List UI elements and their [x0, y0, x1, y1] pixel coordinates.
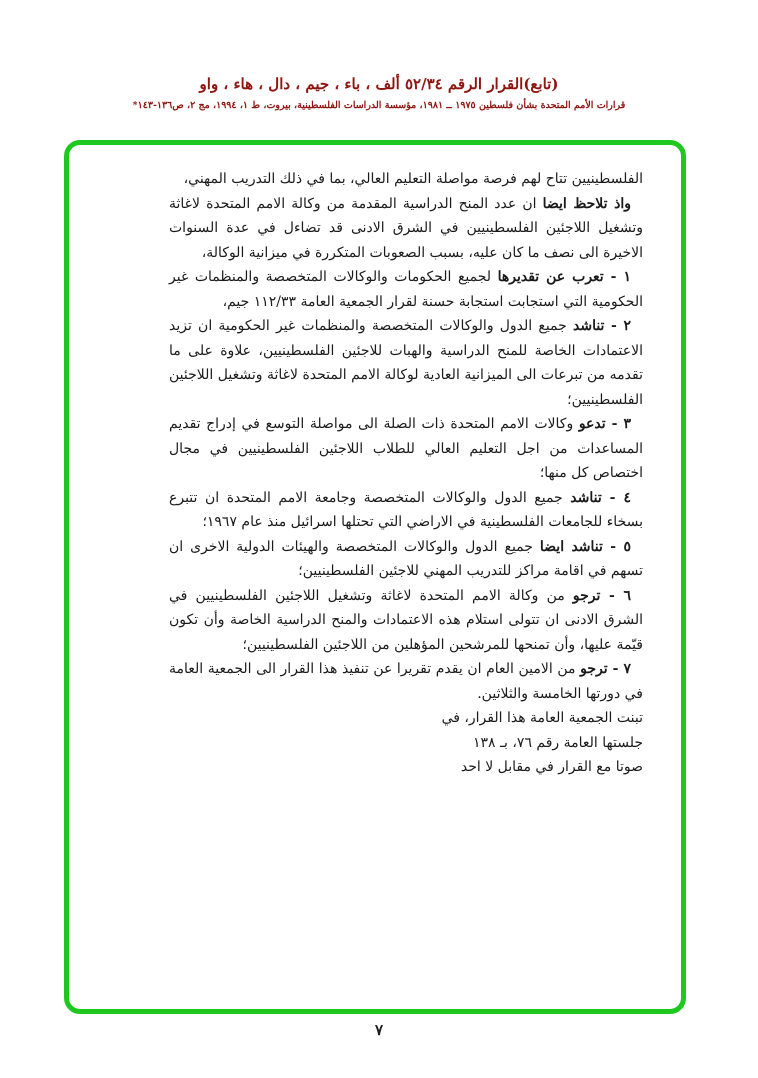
page-footer [0, 1020, 758, 1039]
paragraph-item-3 [169, 412, 643, 486]
adoption-note [169, 706, 643, 780]
paragraph-text: جميع الدول والوكالات المتخصصة والمنظمات غير الحكومية ان تزيد الاعتمادات الخاصة للمنح الدراسية والهبات للاجئين الفلسطينيين، علاوة على ما تقدمه من تبرعات الى الميزانية العادية لوكالة الامم المتحدة لاغاثة وتشغيل اللاجئين الفلسطينيين؛ [169, 318, 643, 408]
paragraph-item-5 [169, 535, 643, 584]
paragraph-lead: ٥ - تناشد ايضا [539, 538, 631, 555]
paragraph-text: من وكالة الامم المتحدة لاغاثة وتشغيل اللاجئين الفلسطينيين في الشرق الادنى ان تتولى استلام هذه الاعتمادات والمنح الدراسية الخاصة وأن تكون قيّمة عليها، وأن تمنحها للمرشحين المؤهلين من اللاجئين الفلسطينيين؛ [169, 587, 643, 653]
paragraph-lead: ٢ - تناشد [572, 318, 632, 334]
paragraph-item-1 [169, 265, 643, 314]
paragraph-lead: ٣ - تدعو [578, 416, 632, 432]
paragraph-text: وكالات الامم المتحدة ذات الصلة الى مواصلة التوسع في إدراج تقديم المساعدات من اجل التعليم العالي للطلاب اللاجئين الفلسطينيين في مجال اختصاص كل منها؛ [169, 416, 643, 481]
resolution-title: (تابع)القرار الرقم ٥٢/٣٤ ألف ، باء ، جيم ، دال ، هاء ، واو [199, 75, 559, 93]
paragraph-lead: واذ تلاحظ ايضا [542, 195, 631, 212]
paragraph-text: جميع الدول والوكالات المتخصصة وجامعة الامم المتحدة ان تتبرع بسخاء للجامعات الفلسطينية في الاراضي التي تحتلها اسرائيل منذ عام ١٩٦٧؛ [169, 489, 643, 530]
paragraph-text: جميع الدول والوكالات المتخصصة والهيئات الدولية الاخرى ان تسهم في اقامة مراكز للتدريب المهني للاجئين الفلسطينيين؛ [169, 538, 643, 579]
resolution-text [169, 167, 643, 780]
paragraph-lead: ١ - تعرب عن تقديرها [497, 269, 631, 285]
paragraph-item-4 [169, 486, 643, 535]
paragraph-lead: ٤ - تناشد [570, 489, 631, 506]
source-citation: قرارات الأمم المتحدة بشأن فلسطين ١٩٧٥ ــ ١٩٨١، مؤسسة الدراسات الفلسطينية، بيروت، ط ١، ١٩٩٤، مج ٢، ص١٣٦-١٤٣* [132, 100, 626, 111]
green-frame [64, 140, 686, 1014]
paragraph-text: الفلسطينيين تتاح لهم فرصة مواصلة التعليم العالي، بما في ذلك التدريب المهني، [183, 171, 643, 187]
adoption-note-line: جلستها العامة رقم ٧٦، بـ ١٣٨ [472, 734, 643, 751]
paragraph-preamble [169, 192, 643, 266]
paragraph-text: ان عدد المنح الدراسية المقدمة من وكالة الامم المتحدة لاغاثة وتشغيل اللاجئين الفلسطينيين في الشرق الادنى قد تضاءل في عدة السنوات الاخيرة الى نصف ما كان عليه، بسبب الصعوبات المتكررة في ميزانية الوكالة، [169, 195, 643, 261]
paragraph-continuation [169, 167, 643, 192]
paragraph-item-6 [169, 584, 643, 658]
page-number: ٧ [374, 1021, 384, 1039]
page-header [0, 74, 758, 112]
paragraph-item-7 [169, 657, 643, 706]
paragraph-item-2 [169, 314, 643, 412]
paragraph-lead: ٦ - ترجو [572, 587, 631, 604]
paragraph-text: لجميع الحكومات والوكالات المتخصصة والمنظمات غير الحكومية التي استجابت استجابة حسنة لقرار الجمعية العامة ١١٢/٣٣ جيم، [169, 269, 643, 310]
paragraph-lead: ٧ - ترجو [580, 661, 631, 677]
adoption-note-line: صوتا مع القرار في مقابل لا احد [460, 759, 643, 775]
adoption-note-line: تبنت الجمعية العامة هذا القرار، في [441, 710, 643, 726]
paragraph-text: من الامين العام ان يقدم تقريرا عن تنفيذ هذا القرار الى الجمعية العامة في دورتها الخامسة والثلاثين. [169, 661, 643, 702]
